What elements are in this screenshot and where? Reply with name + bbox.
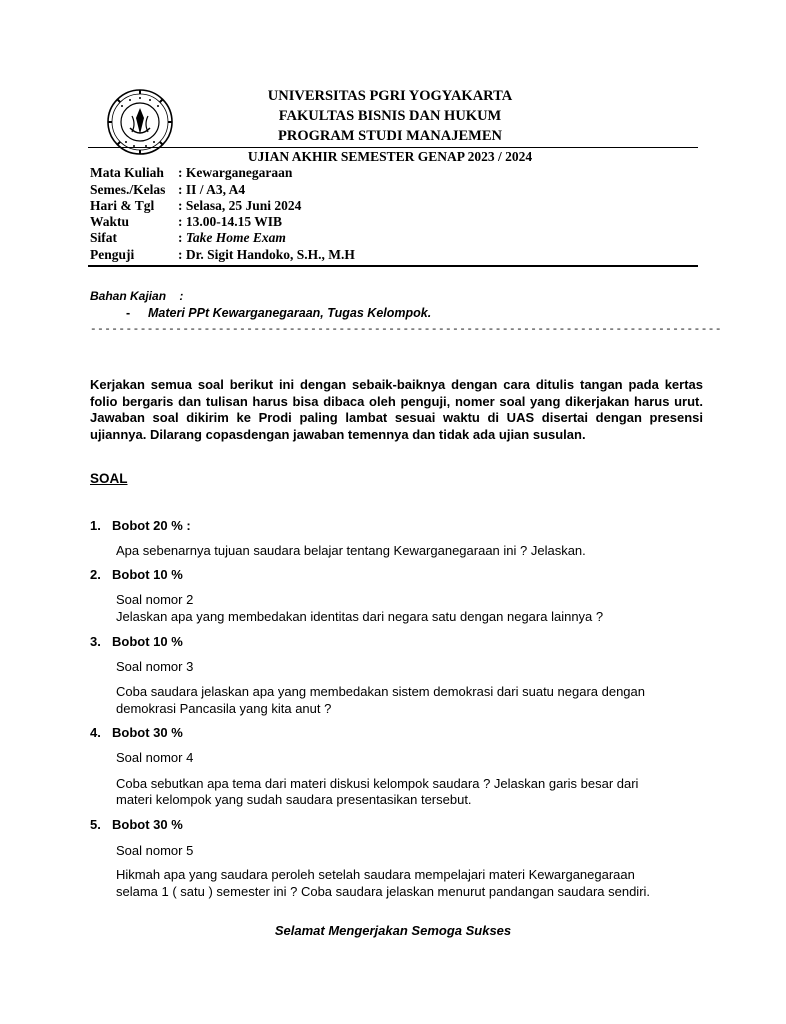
question-5-heading <box>90 817 183 832</box>
question-number: 2. <box>90 567 101 582</box>
question-2-text: Jelaskan apa yang membedakan identitas dari negara satu dengan negara lainnya ? <box>116 609 604 624</box>
info-value <box>178 230 286 246</box>
question-weight: Bobot 30 % <box>112 817 183 832</box>
info-label: Hari & Tgl <box>90 198 155 213</box>
info-value: : Dr. Sigit Handoko, S.H., M.H <box>178 247 355 262</box>
question-weight: Bobot 30 % <box>112 725 183 740</box>
info-value: : Kewarganegaraan <box>178 165 293 180</box>
question-5-text-line-2: selama 1 ( satu ) semester ini ? Coba saudara jelaskan menurut pandangan saudara sendiri. <box>116 884 651 899</box>
question-4-heading <box>90 725 183 740</box>
info-value-italic: Take Home Exam <box>185 230 286 245</box>
question-3-subtitle: Soal nomor 3 <box>116 659 194 674</box>
question-number: 4. <box>90 725 101 740</box>
info-label: Waktu <box>90 214 130 229</box>
question-number: 3. <box>90 634 101 649</box>
info-label: Semes./Kelas <box>90 182 166 197</box>
program-name: PROGRAM STUDI MANAJEMEN <box>278 128 502 144</box>
info-label: Sifat <box>90 230 117 245</box>
bahan-kajian-text: Materi PPt Kewarganegaraan, Tugas Kelompok. <box>148 306 432 320</box>
bahan-kajian-item <box>126 306 431 320</box>
instruction-paragraph: Kerjakan semua soal berikut ini dengan sebaik-baiknya dengan cara ditulis tangan pada kertas folio bergaris dan tulisan harus bisa dibaca oleh penguji, nomer soal yang dikerjakan harus urut. Jawaban soal dikirim ke Prodi paling lambat sesuai waktu di UAS disertai dengan presensi ujiannya. Dilarang copasdengan jawaban temennya dan tidak ada ujian susulan. <box>90 377 703 442</box>
university-seal-icon <box>106 88 174 156</box>
question-weight: Bobot 10 % <box>112 634 183 649</box>
question-4-text-line-1: Coba sebutkan apa tema dari materi diskusi kelompok saudara ? Jelaskan garis besar dari <box>116 776 639 791</box>
exam-title: UJIAN AKHIR SEMESTER GENAP 2023 / 2024 <box>247 149 533 164</box>
soal-heading: SOAL <box>90 471 128 486</box>
info-divider <box>88 265 698 267</box>
question-1-text: Apa sebenarnya tujuan saudara belajar tentang Kewarganegaraan ini ? Jelaskan. <box>116 543 586 558</box>
info-value: : Selasa, 25 Juni 2024 <box>178 198 302 213</box>
question-2-subtitle: Soal nomor 2 <box>116 592 194 607</box>
dashed-separator: ----------------------------------------------------------------------------------------- <box>90 324 722 336</box>
info-label: Mata Kuliah <box>90 165 164 180</box>
question-weight: Bobot 20 % : <box>112 518 191 533</box>
bahan-kajian-label: Bahan Kajian : <box>90 289 184 303</box>
question-5-text-line-1: Hikmah apa yang saudara peroleh setelah saudara mempelajari materi Kewarganegaraan <box>116 867 635 882</box>
question-1-heading <box>90 518 191 533</box>
question-number: 1. <box>90 518 101 533</box>
university-name: UNIVERSITAS PGRI YOGYAKARTA <box>267 88 513 104</box>
question-5-subtitle: Soal nomor 5 <box>116 843 194 858</box>
question-3-text-line-1: Coba saudara jelaskan apa yang membedakan sistem demokrasi dari suatu negara dengan <box>116 684 645 699</box>
question-weight: Bobot 10 % <box>112 567 183 582</box>
info-value-prefix: : <box>178 230 186 245</box>
question-4-subtitle: Soal nomor 4 <box>116 750 194 765</box>
info-value: : 13.00-14.15 WIB <box>178 214 283 229</box>
info-label: Penguji <box>90 247 135 262</box>
question-number: 5. <box>90 817 101 832</box>
faculty-name: FAKULTAS BISNIS DAN HUKUM <box>278 108 502 124</box>
bullet: - <box>126 306 131 320</box>
header-divider <box>88 147 698 148</box>
question-3-text-line-2: demokrasi Pancasila yang kita anut ? <box>116 701 332 716</box>
question-2-heading <box>90 567 183 582</box>
question-4-text-line-2: materi kelompok yang sudah saudara presentasikan tersebut. <box>116 792 472 807</box>
info-value: : II / A3, A4 <box>178 182 246 197</box>
question-3-heading <box>90 634 183 649</box>
closing-message: Selamat Mengerjakan Semoga Sukses <box>274 923 512 938</box>
